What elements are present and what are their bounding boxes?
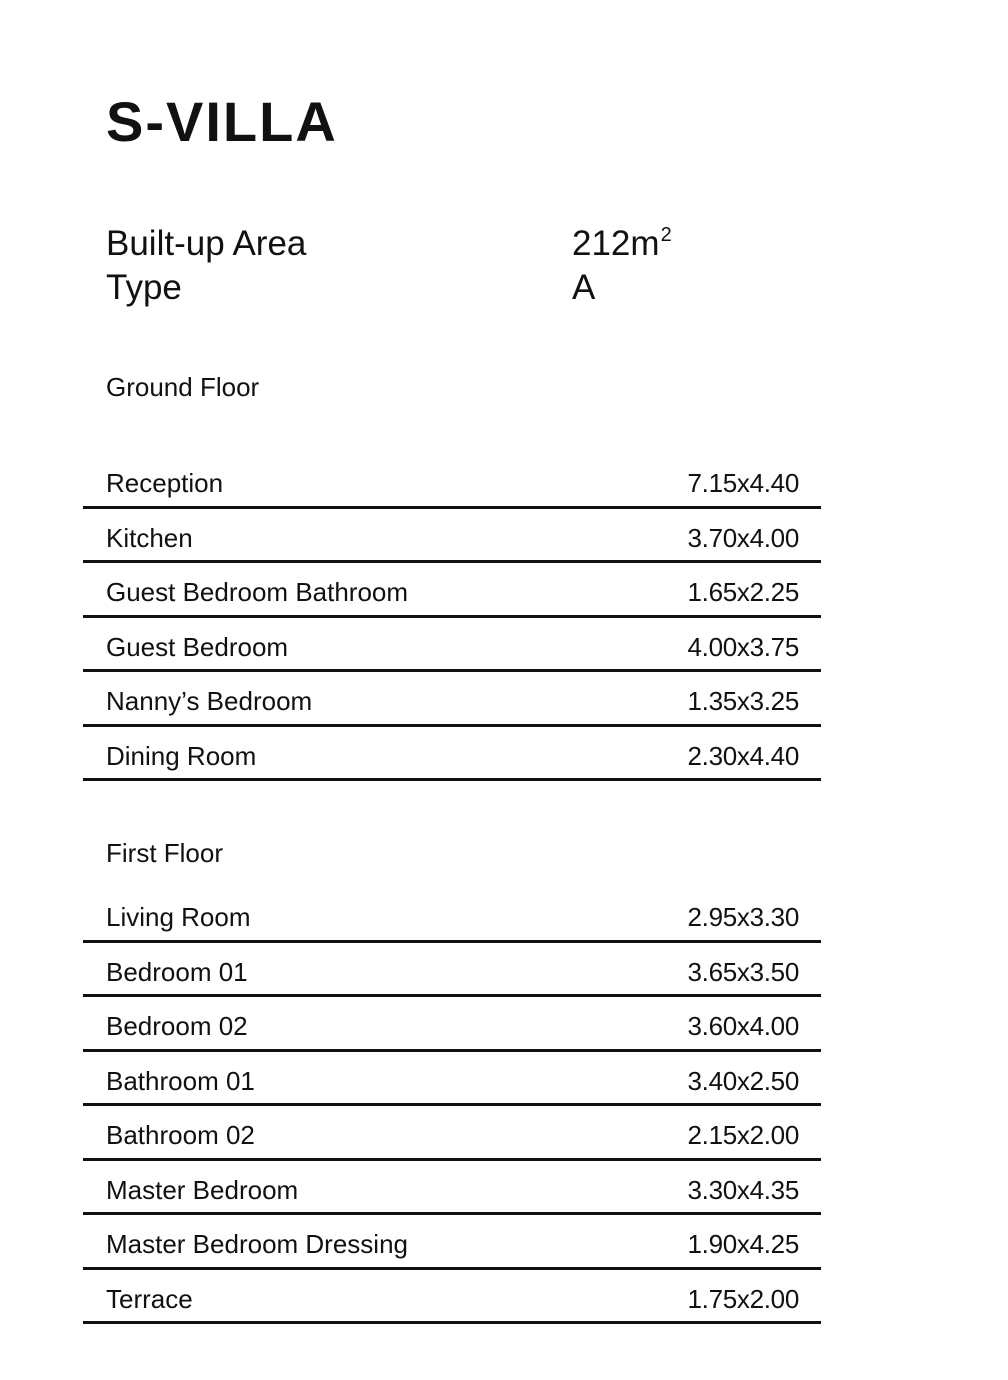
- room-dimensions: 1.65x2.25: [687, 577, 799, 607]
- ground-floor-heading: Ground Floor: [106, 372, 260, 402]
- built-up-area-number: 212m: [572, 224, 660, 263]
- room-name: Bathroom 02: [106, 1120, 255, 1150]
- room-dimensions: 2.30x4.40: [687, 740, 799, 771]
- room-dimensions: 2.95x3.30: [687, 902, 799, 932]
- first-floor-heading: First Floor: [106, 838, 223, 868]
- room-name: Kitchen: [106, 522, 193, 553]
- room-name: Dining Room: [106, 740, 257, 771]
- room-row: [83, 618, 821, 673]
- room-dimensions: 3.65x3.50: [687, 956, 799, 987]
- area-unit-superscript: 2: [660, 224, 672, 246]
- room-name: Master Bedroom: [106, 1174, 299, 1205]
- room-name: Bathroom 01: [106, 1065, 255, 1096]
- room-row: [83, 727, 821, 782]
- room-row: [83, 563, 821, 618]
- page-title: S-VILLA: [106, 90, 338, 153]
- type-label: Type: [106, 268, 182, 307]
- room-row: [83, 509, 821, 564]
- built-up-area-row: [106, 222, 806, 266]
- room-name: Reception: [106, 468, 224, 498]
- room-row: [83, 943, 821, 998]
- room-row: [83, 1161, 821, 1216]
- ground-floor-room-table: [83, 454, 821, 781]
- room-name: Bedroom 02: [106, 1011, 248, 1041]
- room-dimensions: 3.40x2.50: [687, 1065, 799, 1096]
- room-row: [83, 1052, 821, 1107]
- first-floor-room-table: [83, 888, 821, 1324]
- type-row: [106, 266, 806, 310]
- room-dimensions: 3.60x4.00: [687, 1011, 799, 1041]
- room-row: [83, 997, 821, 1052]
- built-up-area-value: [572, 222, 672, 271]
- room-name: Guest Bedroom Bathroom: [106, 577, 409, 607]
- room-dimensions: 3.70x4.00: [687, 522, 799, 553]
- room-dimensions: 1.90x4.25: [687, 1229, 799, 1259]
- room-dimensions: 3.30x4.35: [687, 1174, 799, 1205]
- room-name: Guest Bedroom: [106, 631, 289, 662]
- room-name: Bedroom 01: [106, 956, 248, 987]
- room-row: [83, 454, 821, 509]
- room-name: Living Room: [106, 902, 251, 932]
- room-row: [83, 888, 821, 943]
- room-dimensions: 1.75x2.00: [687, 1283, 799, 1314]
- built-up-area-label: Built-up Area: [106, 224, 307, 263]
- room-dimensions: 1.35x3.25: [687, 686, 799, 716]
- room-row: [83, 1270, 821, 1325]
- room-row: [83, 672, 821, 727]
- room-name: Nanny’s Bedroom: [106, 686, 313, 716]
- room-row: [83, 1215, 821, 1270]
- room-row: [83, 1106, 821, 1161]
- room-name: Terrace: [106, 1283, 193, 1314]
- room-dimensions: 7.15x4.40: [687, 468, 799, 498]
- room-dimensions: 4.00x3.75: [687, 631, 799, 662]
- room-name: Master Bedroom Dressing: [106, 1229, 408, 1259]
- room-dimensions: 2.15x2.00: [687, 1120, 799, 1150]
- type-value: A: [572, 268, 596, 307]
